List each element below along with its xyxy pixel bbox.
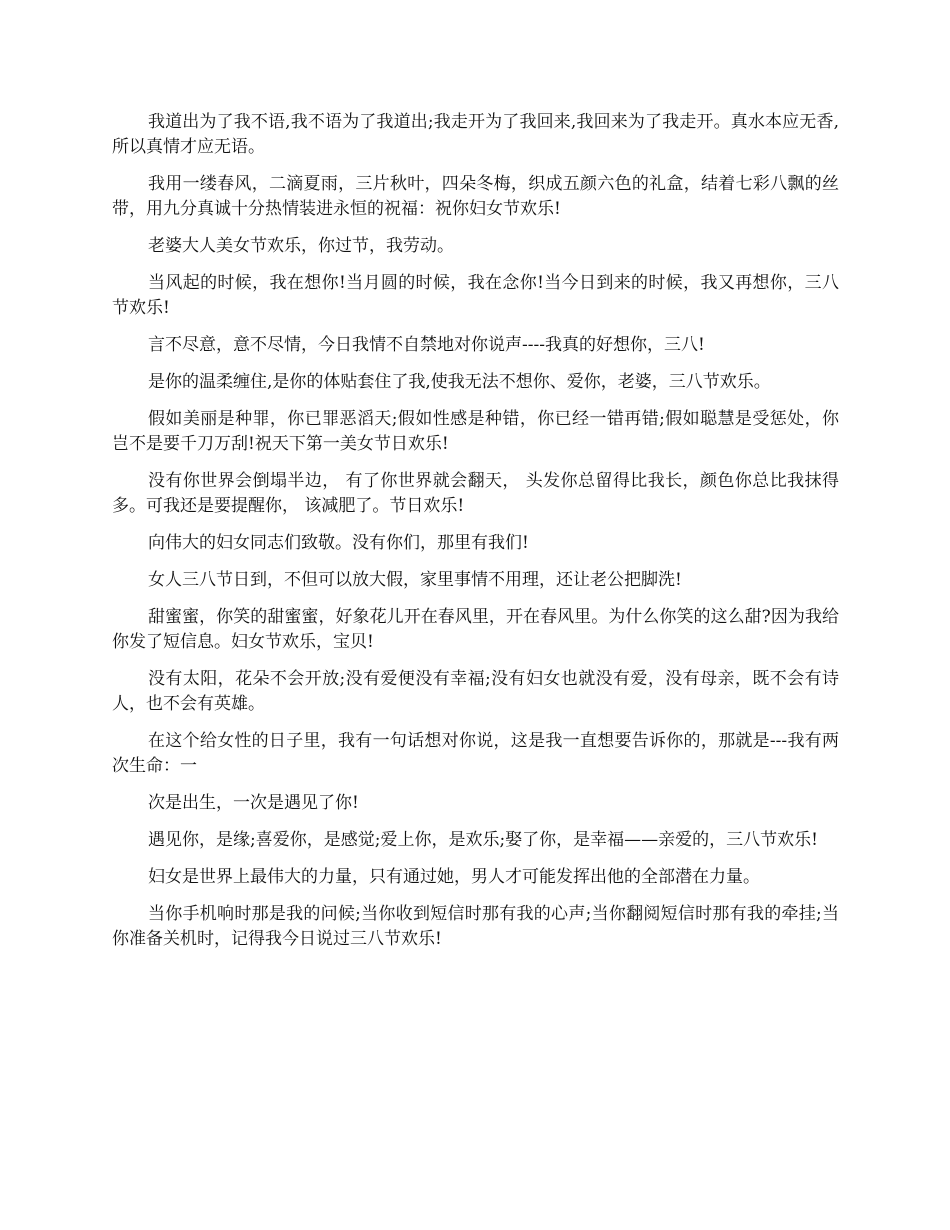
paragraph: 假如美丽是种罪，你已罪恶滔天;假如性感是种错，你已经一错再错;假如聪慧是受惩处，你岂不是要千刀万刮!祝天下第一美女节日欢乐! [112, 409, 839, 454]
paragraph: 是你的温柔缠住,是你的体贴套住了我,使我无法不想你、爱你，老婆，三八节欢乐。 [148, 372, 771, 392]
paragraph: 当风起的时候，我在想你!当月圆的时候，我在念你!当今日到来的时候，我又再想你，三八节欢乐! [112, 273, 839, 318]
paragraph: 遇见你，是缘;喜爱你，是感觉;爱上你，是欢乐;娶了你，是幸福——亲爱的，三八节欢乐! [148, 830, 819, 850]
paragraph: 在这个给女性的日子里，我有一句话想对你说，这是我一直想要告诉你的，那就是---我有两次生命：一 [112, 731, 839, 776]
paragraph: 妇女是世界上最伟大的力量，只有通过她，男人才可能发挥出他的全部潜在力量。 [148, 867, 760, 887]
paragraph: 次是出生，一次是遇见了你! [148, 793, 359, 813]
paragraph: 没有你世界会倒塌半边， 有了你世界就会翻天， 头发你总留得比我长，颜色你总比我抹得多。可我还是要提醒你， 该减肥了。节日欢乐! [112, 471, 839, 516]
paragraph: 我用一缕春风，二滴夏雨，三片秋叶，四朵冬梅，织成五颜六色的礼盒，结着七彩八飘的丝带，用九分真诚十分热情装进永恒的祝福：祝你妇女节欢乐! [112, 174, 839, 219]
paragraph: 当你手机响时那是我的问候;当你收到短信时那有我的心声;当你翻阅短信时那有我的牵挂;当你准备关机时，记得我今日说过三八节欢乐! [112, 904, 839, 949]
paragraph: 向伟大的妇女同志们致敬。没有你们，那里有我们! [148, 533, 529, 553]
document-page [112, 110, 839, 964]
paragraph: 老婆大人美女节欢乐，你过节，我劳动。 [148, 236, 454, 256]
paragraph: 言不尽意，意不尽情，今日我情不自禁地对你说声----我真的好想你，三八! [148, 335, 705, 355]
paragraph: 甜蜜蜜，你笑的甜蜜蜜，好象花儿开在春风里，开在春风里。为什么你笑的这么甜?因为我给你发了短信息。妇女节欢乐，宝贝! [112, 607, 839, 652]
paragraph: 女人三八节日到，不但可以放大假，家里事情不用理，还让老公把脚洗! [148, 570, 682, 590]
paragraph: 没有太阳，花朵不会开放;没有爱便没有幸福;没有妇女也就没有爱，没有母亲，既不会有诗人，也不会有英雄。 [112, 669, 839, 714]
paragraph: 我道出为了我不语,我不语为了我道出;我走开为了我回来,我回来为了我走开。真水本应无香,所以真情才应无语。 [112, 112, 839, 157]
